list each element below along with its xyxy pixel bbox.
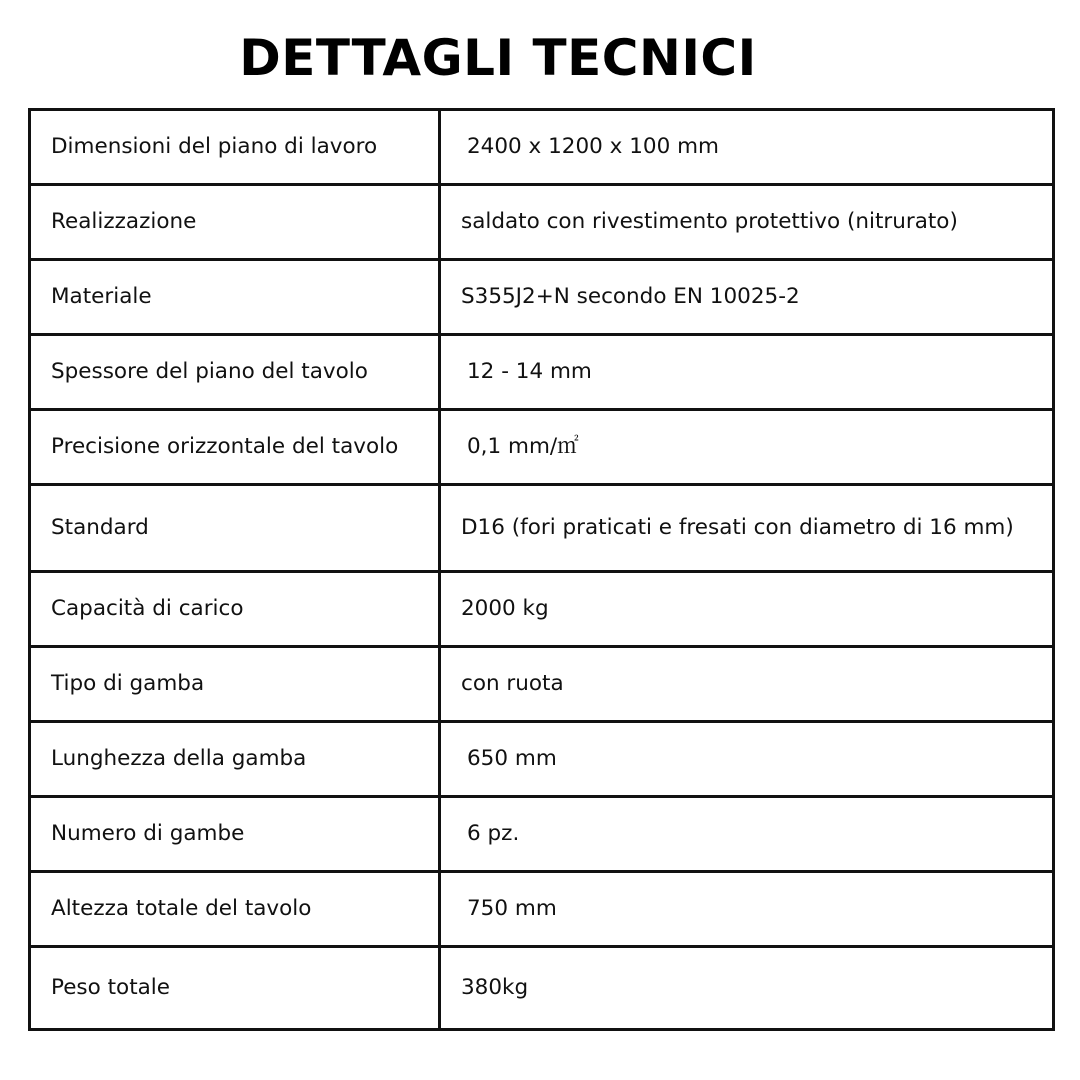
spec-label: Lunghezza della gamba [30,722,440,797]
spec-label: Altezza totale del tavolo [30,872,440,947]
spec-value: 750 mm [440,872,1054,947]
spec-value: S355J2+N secondo EN 10025-2 [440,260,1054,335]
table-row [30,185,1054,260]
spec-value: 380kg [440,947,1054,1030]
spec-value: con ruota [440,647,1054,722]
page-title: DETTAGLI TECNICI [239,29,757,87]
spec-label: Spessore del piano del tavolo [30,335,440,410]
spec-value: 6 pz. [440,797,1054,872]
spec-label: Dimensioni del piano di lavoro [30,110,440,185]
spec-label: Realizzazione [30,185,440,260]
table-row [30,647,1054,722]
spec-label: Peso totale [30,947,440,1030]
table-row [30,335,1054,410]
table-row [30,572,1054,647]
table-row [30,260,1054,335]
spec-value: 2400 x 1200 x 100 mm [440,110,1054,185]
table-row [30,722,1054,797]
spec-value: saldato con rivestimento protettivo (nitrurato) [440,185,1054,260]
spec-value: 650 mm [440,722,1054,797]
spec-value: 12 - 14 mm [440,335,1054,410]
specs-table [28,108,1055,1031]
spec-label: Materiale [30,260,440,335]
spec-value: 0,1 mm/㎡ [440,410,1054,485]
spec-label: Capacità di carico [30,572,440,647]
spec-value: D16 (fori praticati e fresati con diametro di 16 mm) [440,485,1054,572]
table-row [30,485,1054,572]
table-row [30,947,1054,1030]
table-row [30,410,1054,485]
table-row [30,797,1054,872]
table-row [30,872,1054,947]
spec-label: Precisione orizzontale del tavolo [30,410,440,485]
spec-label: Numero di gambe [30,797,440,872]
spec-label: Tipo di gamba [30,647,440,722]
spec-label: Standard [30,485,440,572]
table-row [30,110,1054,185]
spec-value: 2000 kg [440,572,1054,647]
